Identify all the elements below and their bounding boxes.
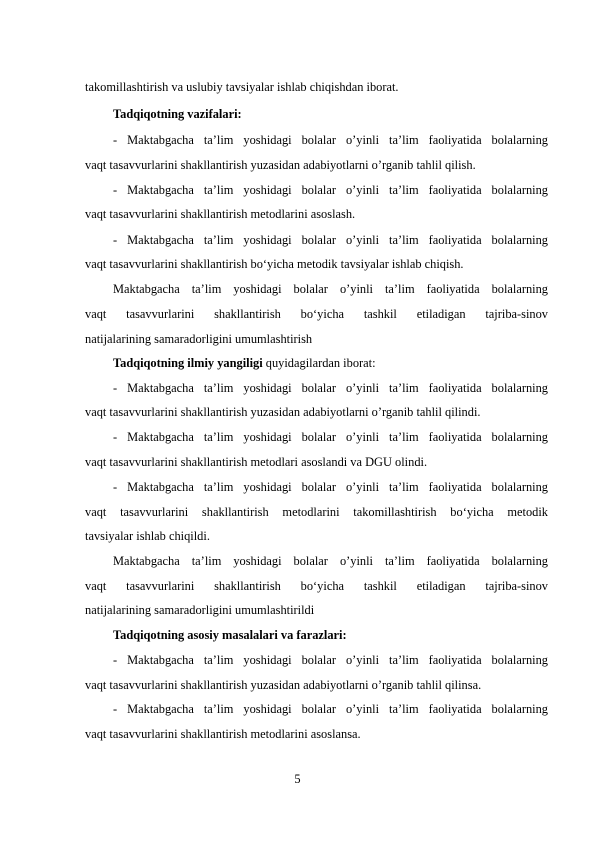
text-line: vaqt tasavvurlarini shakllantirish bo‘yicha tashkil etiladigan tajriba-sinov (85, 307, 548, 321)
novelty-heading-rest: quyidagilardan iborat: (262, 356, 376, 370)
text-line: vaqt tasavvurlarini shakllantirish metodlarini asoslash. (85, 207, 356, 221)
page-number: 5 (294, 772, 301, 786)
text-line: vaqt tasavvurlarini shakllantirish metodlarini asoslansa. (85, 727, 361, 741)
section-heading-novelty (113, 355, 548, 371)
text-line: vaqt tasavvurlarini shakllantirish metodlarini takomillashtirish bo‘yicha metodik (85, 505, 548, 519)
novelty-heading-bold: Tadqiqotning ilmiy yangiligi (113, 356, 263, 370)
text-line: - Maktabgacha ta’lim yoshidagi bolalar o’yinli ta’lim faoliyatida bolalarning (113, 381, 548, 395)
text-line: Maktabgacha ta’lim yoshidagi bolalar o’yinli ta’lim faoliyatida bolalarning (113, 282, 548, 296)
text-line: vaqt tasavvurlarini shakllantirish bo‘yicha tashkil etiladigan tajriba-sinov (85, 579, 548, 593)
text-line: natijalarining samaradorligini umumlashtirish (85, 332, 313, 346)
text-line: tavsiyalar ishlab chiqildi. (85, 529, 210, 543)
text-line: - Maktabgacha ta’lim yoshidagi bolalar o’yinli ta’lim faoliyatida bolalarning (113, 183, 548, 197)
section-heading-hypotheses: Tadqiqotning asosiy masalalari va farazlari: (113, 628, 347, 642)
section-heading-tasks: Tadqiqotning vazifalari: (113, 107, 242, 121)
text-line: Maktabgacha ta’lim yoshidagi bolalar o’yinli ta’lim faoliyatida bolalarning (113, 554, 548, 568)
text-line: takomillashtirish va uslubiy tavsiyalar ishlab chiqishdan iborat. (85, 80, 399, 94)
text-line: vaqt tasavvurlarini shakllantirish yuzasidan adabiyotlarni o’rganib tahlil qilinsa. (85, 678, 482, 692)
text-line: vaqt tasavvurlarini shakllantirish yuzasidan adabiyotlarni o’rganib tahlil qilindi. (85, 405, 481, 419)
text-line: vaqt tasavvurlarini shakllantirish yuzasidan adabiyotlarni o’rganib tahlil qilish. (85, 158, 476, 172)
text-line: vaqt tasavvurlarini shakllantirish metodlari asoslandi va DGU olindi. (85, 455, 428, 469)
text-line: vaqt tasavvurlarini shakllantirish bo‘yicha metodik tavsiyalar ishlab chiqish. (85, 257, 464, 271)
text-line: - Maktabgacha ta’lim yoshidagi bolalar o’yinli ta’lim faoliyatida bolalarning (113, 430, 548, 444)
text-line: - Maktabgacha ta’lim yoshidagi bolalar o’yinli ta’lim faoliyatida bolalarning (113, 653, 548, 667)
text-line: - Maktabgacha ta’lim yoshidagi bolalar o’yinli ta’lim faoliyatida bolalarning (113, 702, 548, 716)
text-line: - Maktabgacha ta’lim yoshidagi bolalar o’yinli ta’lim faoliyatida bolalarning (113, 133, 548, 147)
text-line: - Maktabgacha ta’lim yoshidagi bolalar o’yinli ta’lim faoliyatida bolalarning (113, 480, 548, 494)
text-line: natijalarining samaradorligini umumlashtirildi (85, 603, 315, 617)
text-line: - Maktabgacha ta’lim yoshidagi bolalar o’yinli ta’lim faoliyatida bolalarning (113, 233, 548, 247)
